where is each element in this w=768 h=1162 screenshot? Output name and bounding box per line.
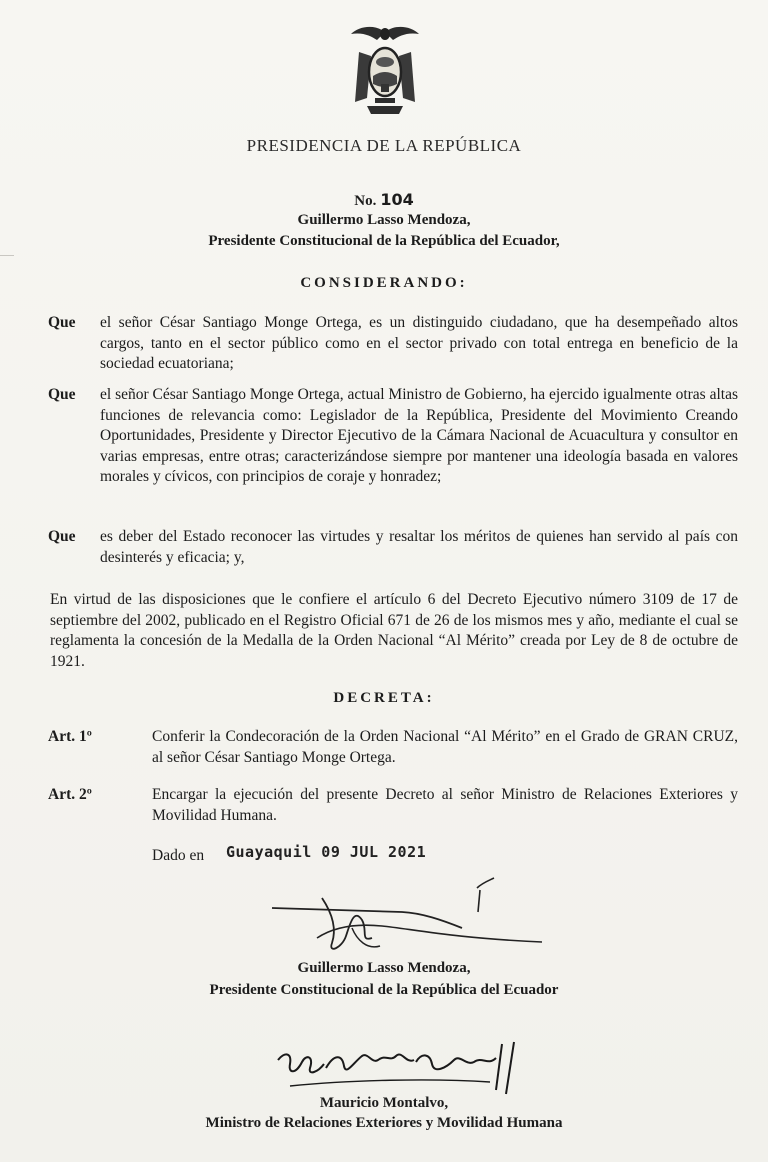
- decree-signer-name: Guillermo Lasso Mendoza,: [297, 212, 471, 228]
- considerando-text: el señor César Santiago Monge Ortega, actual Ministro de Gobierno, ha ejercido igualmente otras altas funciones de relevancia como: Legislador de la República, Presidente del Movimiento Creando Oportunidades, Presidente y Director Ejecutivo de la Cámara Nacional de Acuacultura y consultor en varias empresas, entre otras; caracterizándose siempre por mantener una ideología basada en valores morales y cívicos, con principios de coraje y honradez;: [100, 386, 738, 485]
- signer-name-2: Mauricio Montalvo,: [319, 1095, 449, 1111]
- signer-title-2: Ministro de Relaciones Exteriores y Movilidad Humana: [205, 1115, 563, 1131]
- considerando-label: Que: [48, 386, 76, 403]
- article-label: Art. 1º: [48, 728, 92, 745]
- article-text: Conferir la Condecoración de la Orden Nacional “Al Mérito” en el Grado de GRAN CRUZ, al señor César Santiago Monge Ortega.: [152, 728, 738, 766]
- fold-line: [0, 255, 14, 256]
- considerando-text: es deber del Estado reconocer las virtudes y resaltar los méritos de quienes han servido al país con desinterés y eficacia; y,: [100, 528, 738, 566]
- considerando-item: [48, 385, 738, 488]
- minister-signature-icon: [270, 1038, 550, 1100]
- considerando-heading: CONSIDERANDO:: [300, 275, 468, 291]
- article-1: [48, 727, 738, 768]
- given-at-label: Dado en: [152, 847, 205, 864]
- considerando-item: [48, 313, 738, 375]
- considerando-text: el señor César Santiago Monge Ortega, es un distinguido ciudadano, que ha desempeñado altos cargos, tanto en el sector público como en el sector privado con total entrega en beneficio de la sociedad ecuatoriana;: [100, 314, 738, 372]
- decreta-heading: DECRETA:: [333, 690, 435, 706]
- signer-title-1: Presidente Constitucional de la República del Ecuador: [209, 982, 559, 998]
- president-signature-icon: [262, 868, 562, 963]
- preamble-paragraph: En virtud de las disposiciones que le confiere el artículo 6 del Decreto Ejecutivo número 3109 de 17 de septiembre del 2002, publicado en el Registro Oficial 671 de 26 de los mismos mes y año, mediante el cual se reglamenta la concesión de la Medalla de la Orden Nacional “Al Mérito” creada por Ley de 8 de octubre de 1921.: [50, 591, 738, 670]
- considerando-label: Que: [48, 528, 76, 545]
- article-2: [48, 785, 738, 826]
- decree-number: [0, 190, 768, 210]
- considerando-item: [48, 527, 738, 568]
- considerando-label: Que: [48, 314, 76, 331]
- presidency-title: PRESIDENCIA DE LA REPÚBLICA: [246, 136, 522, 155]
- decree-number-value: 104: [380, 190, 414, 209]
- decree-number-label: No.: [354, 193, 377, 209]
- signer-name-1: Guillermo Lasso Mendoza,: [297, 960, 471, 976]
- date-place-stamp: Guayaquil 09 JUL 2021: [226, 843, 427, 861]
- coat-of-arms-icon: [345, 18, 425, 118]
- decree-signer-title: Presidente Constitucional de la República del Ecuador,: [208, 233, 560, 249]
- article-text: Encargar la ejecución del presente Decreto al señor Ministro de Relaciones Exteriores y Movilidad Humana.: [152, 786, 738, 824]
- article-label: Art. 2º: [48, 786, 92, 803]
